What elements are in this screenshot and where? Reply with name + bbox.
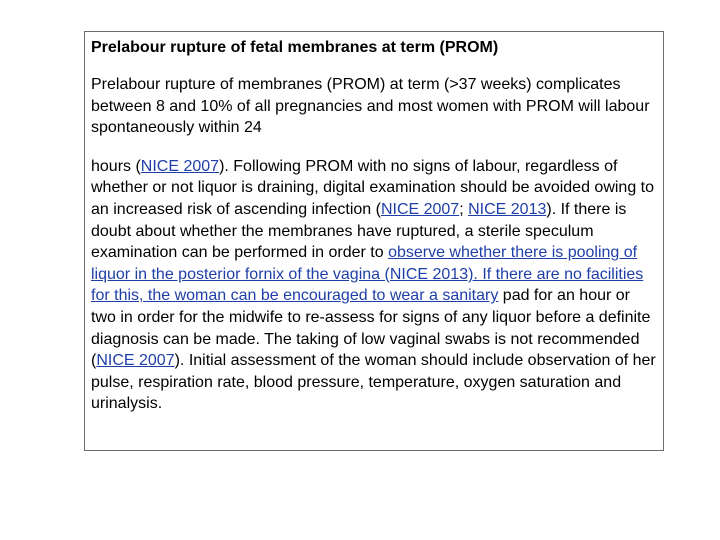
citation-link-nice-2007[interactable]: NICE 2007	[380, 200, 460, 218]
citation-link-nice-2013[interactable]: NICE 2013	[468, 200, 547, 218]
text-segment: ). If there is doubt about whether the membranes have ruptured, a sterile speculum examination can be performed in order to	[91, 200, 627, 262]
text-segment: ). Following PROM with no signs of labour, regardless of whether or not liquor is draining, digital examination should be avoided owing to an increased risk of ascending infection (	[91, 157, 655, 218]
text-segment: pad for an hour or two in order for the midwife to re-assess for signs of any liquor before a definite diagnosis can be made. The taking of low vaginal swabs is not recommended (	[91, 287, 651, 370]
text-segment: ;	[459, 200, 469, 218]
text-segment: ). Initial assessment of the woman should include observation of her pulse, respiration rate, blood pressure, temperature, oxygen saturation and urinalysis.	[91, 352, 656, 413]
observe-liquor-link[interactable]: observe whether there is pooling of liquor in the posterior fornix of the vagina (NICE 2013). If there are no facilities for this, the woman can be encouraged to wear a sanitary	[91, 244, 644, 305]
intro-paragraph: Prelabour rupture of membranes (PROM) at term (>37 weeks) complicates between 8 and 10% of all pregnancies and most women with PROM will labour spontaneously within 24	[91, 76, 650, 137]
citation-link-nice-2007[interactable]: NICE 2007	[140, 157, 220, 175]
citation-link-nice-2007[interactable]: NICE 2007	[96, 352, 175, 370]
content-text-box	[84, 31, 664, 451]
document-title: Prelabour rupture of fetal membranes at term (PROM)	[91, 39, 499, 56]
body-paragraph	[91, 156, 657, 415]
text-segment: hours (	[91, 157, 141, 175]
